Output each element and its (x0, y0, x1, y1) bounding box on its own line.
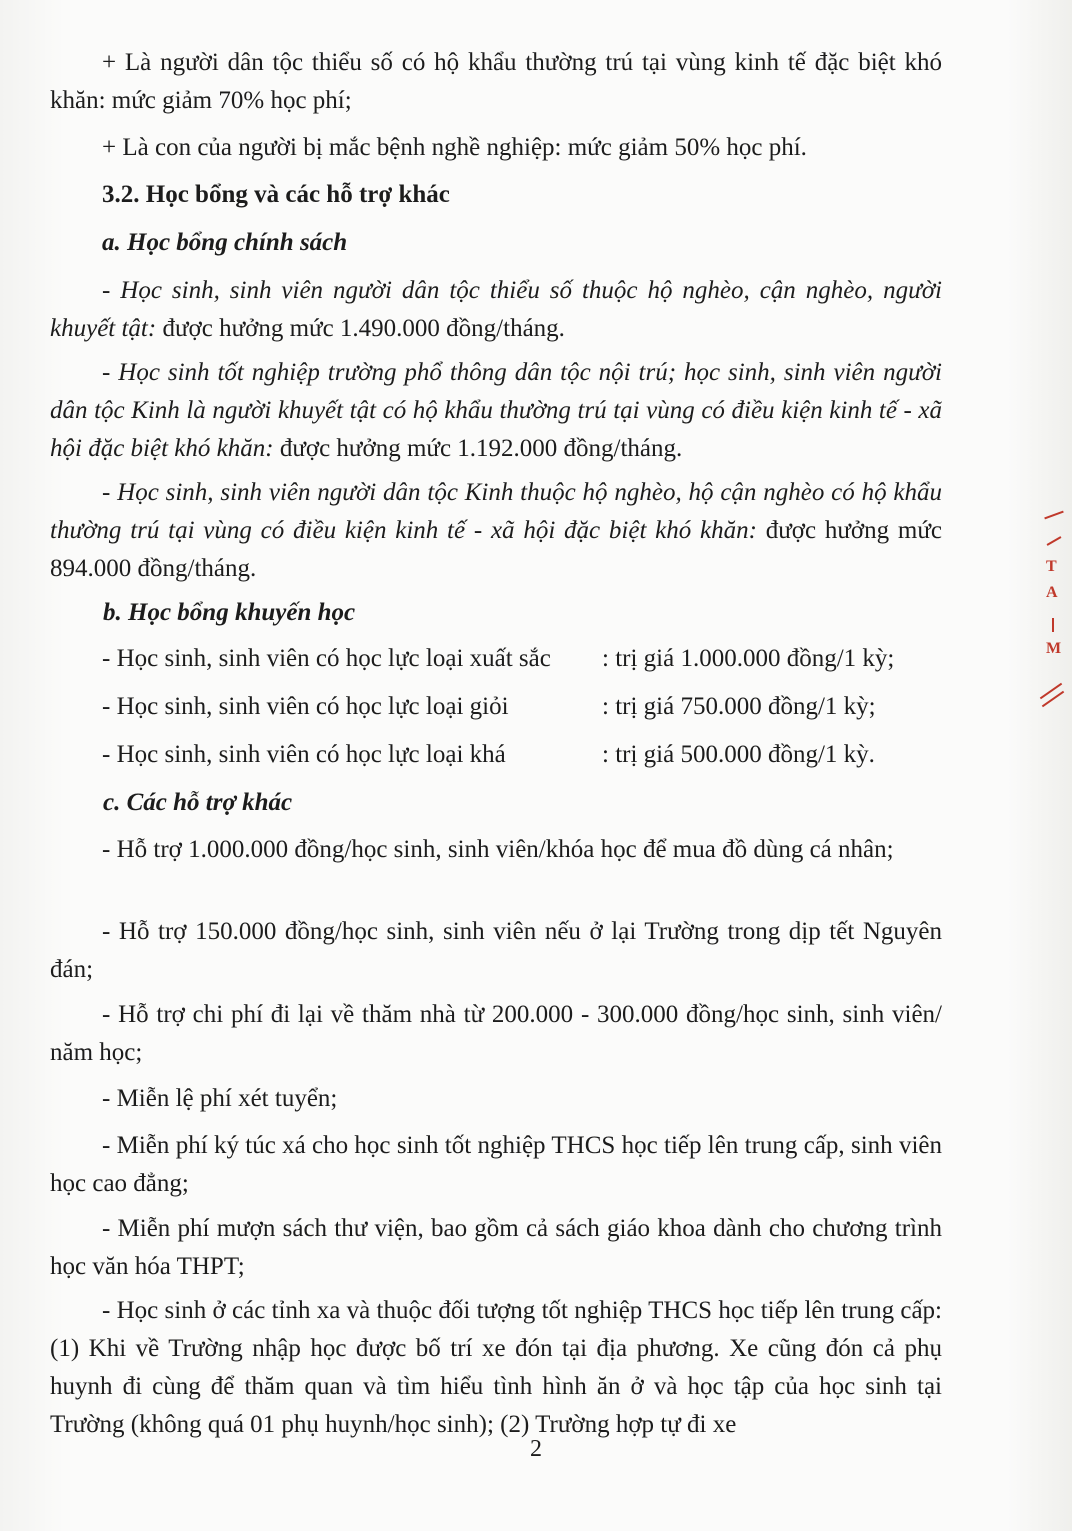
stamp-letter: T (1046, 558, 1057, 575)
policy-a3-amount: được hưởng mức 894.000 đồng/tháng. (50, 517, 942, 582)
scholarship-row-value: : trị giá 500.000 đồng/1 kỳ. (602, 741, 875, 768)
paragraph-support-c6: - Miễn phí mượn sách thư viện, bao gồm cả sách giáo khoa dành cho chương trình học văn hóa THPT; (50, 1215, 942, 1280)
paragraph-policy-a2 (50, 354, 942, 468)
policy-a1-condition: - Học sinh, sinh viên người dân tộc thiểu số thuộc hộ nghèo, cận nghèo, người khuyết tật: (50, 277, 942, 342)
paragraph-support-c2: - Hỗ trợ 150.000 đồng/học sinh, sinh viên nếu ở lại Trường trong dịp tết Nguyên đán; (50, 918, 942, 983)
paragraph-support-c5: - Miễn phí ký túc xá cho học sinh tốt nghiệp THCS học tiếp lên trung cấp, sinh viên học cao đẳng; (50, 1132, 942, 1197)
stamp-letter: M (1046, 640, 1062, 657)
red-stamp-edge (1036, 500, 1072, 730)
paragraph-policy-a1 (50, 272, 942, 348)
paragraph-support-c7: - Học sinh ở các tỉnh xa và thuộc đối tượng tốt nghiệp THCS học tiếp lên trung cấp: (1) Khi về Trường nhập học được bố trí xe đón tại địa phương. Xe cũng đón cả phụ huynh đi cùng để thăm quan và tìm hiểu tình hình ăn ở và học tập của học sinh tại Trường (không quá 01 phụ huynh/học sinh); (2) Trường hợp tự đi xe (50, 1297, 942, 1438)
section-heading-3-2: 3.2. Học bổng và các hỗ trợ khác (102, 181, 450, 208)
policy-a3-condition: - Học sinh, sinh viên người dân tộc Kinh thuộc hộ nghèo, hộ cận nghèo có hộ khẩu thường trú tại vùng có điều kiện kinh tế - xã hội đặc biệt khó khăn: (50, 479, 942, 544)
paragraph-occupational-disease-reduction: + Là con của người bị mắc bệnh nghề nghiệp: mức giảm 50% học phí. (102, 134, 807, 161)
stamp-letter: A (1046, 584, 1058, 601)
paragraph-support-c3: - Hỗ trợ chi phí đi lại về thăm nhà từ 200.000 - 300.000 đồng/học sinh, sinh viên/ năm học; (50, 1001, 942, 1066)
subheading-other-support: c. Các hỗ trợ khác (103, 789, 293, 816)
subheading-policy-scholarship: a. Học bổng chính sách (102, 229, 348, 256)
policy-a2-amount: được hưởng mức 1.192.000 đồng/tháng. (273, 435, 683, 462)
scholarship-row (102, 688, 952, 726)
paragraph-policy-a3 (50, 474, 942, 588)
scholarship-row-value: : trị giá 750.000 đồng/1 kỳ; (602, 693, 876, 720)
policy-a1-amount: được hưởng mức 1.490.000 đồng/tháng. (156, 315, 565, 342)
paragraph-support-c1: - Hỗ trợ 1.000.000 đồng/học sinh, sinh viên/khóa học để mua đồ dùng cá nhân; (102, 836, 894, 863)
policy-a2-condition: - Học sinh tốt nghiệp trường phổ thông dân tộc nội trú; học sinh, sinh viên người dân tộc Kinh là người khuyết tật có hộ khẩu thường trú tại vùng có điều kiện kinh tế - xã hội đặc biệt khó khăn: (50, 359, 942, 462)
paragraph-ethnic-minority-reduction: + Là người dân tộc thiểu số có hộ khẩu thường trú tại vùng kinh tế đặc biệt khó khăn: mức giảm 70% học phí; (50, 49, 942, 114)
paragraph-support-c4: - Miễn lệ phí xét tuyển; (102, 1085, 338, 1112)
scholarship-row-label: - Học sinh, sinh viên có học lực loại giỏi (102, 693, 509, 720)
scholarship-row (102, 640, 952, 678)
page-number: 2 (530, 1436, 542, 1462)
scholarship-row-label: - Học sinh, sinh viên có học lực loại xuất sắc (102, 645, 551, 672)
scholarship-row-value: : trị giá 1.000.000 đồng/1 kỳ; (602, 645, 895, 672)
scholarship-row-label: - Học sinh, sinh viên có học lực loại khá (102, 741, 506, 768)
subheading-encouragement-scholarship: b. Học bổng khuyến học (103, 599, 356, 626)
scholarship-row (102, 736, 952, 774)
